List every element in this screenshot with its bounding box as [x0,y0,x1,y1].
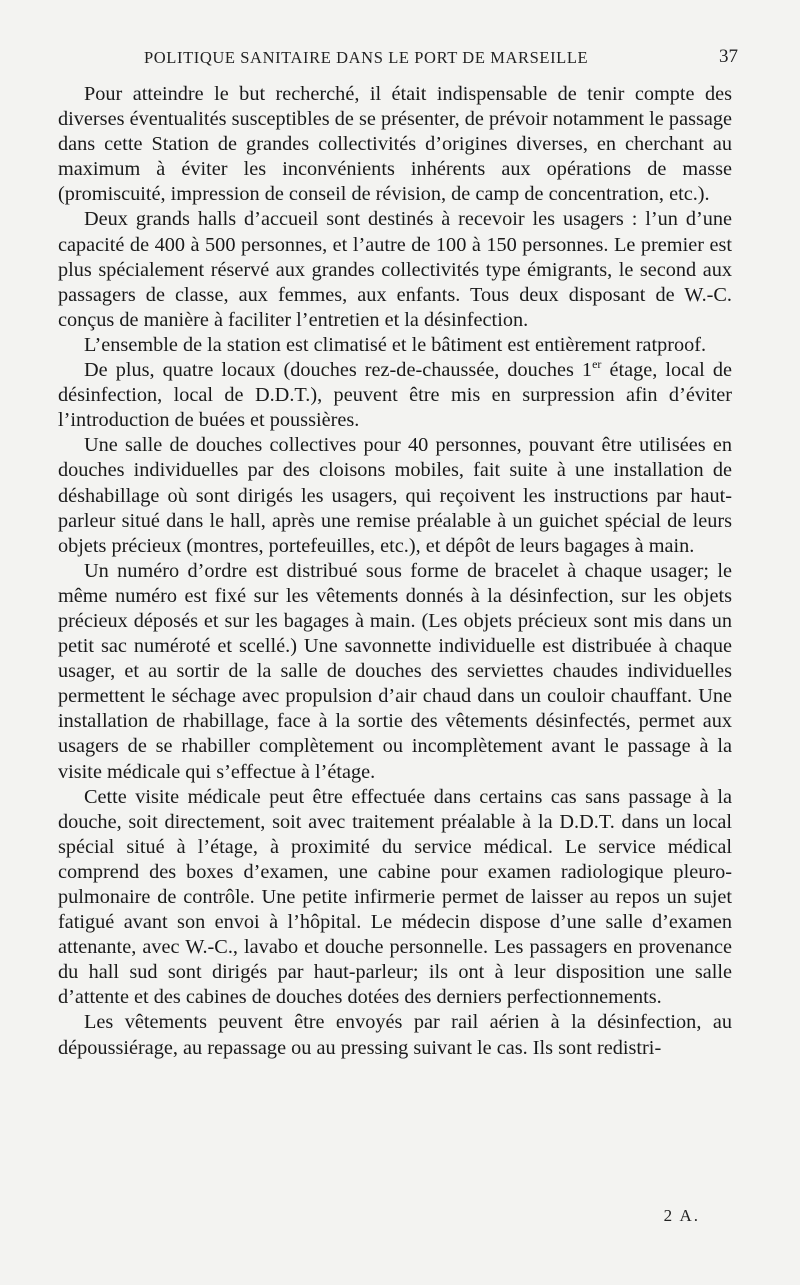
body-text [58,82,732,1061]
paragraph-clothing: Les vêtements peuvent être envoyés par rail aérien à la désinfection, au dépoussiérage, au repassage ou au pressing suivant le cas. Ils sont redistri- [58,1011,732,1059]
running-title: POLITIQUE SANITAIRE DANS LE PORT DE MARSEILLE [144,48,589,67]
superscript-er: er [592,357,602,372]
paragraph-reception-halls: Deux grands halls d’accueil sont destinés à recevoir les usagers : l’un d’une capacité de 400 à 500 personnes, et l’autre de 100 à 150 personnes. Le premier est plus spécialement réservé aux grandes collectivités type émigrants, le second aux passagers de classe, aux femmes, aux enfants. Tous deux disposant de W.-C. conçus de manière à faciliter l’entretien et la désinfection. [58,208,732,331]
running-head [58,36,738,76]
paragraph-collective-showers: Une salle de douches collectives pour 40 personnes, pouvant être utilisées en douches individuelles par des cloisons mobiles, fait suite à une installation de déshabillage où sont dirigés les usagers, qui reçoivent les instructions par haut-parleur situé dans le hall, après une remise préalable à un guichet spécial de leurs objets précieux (montres, portefeuilles, etc.), et dépôt de leurs bagages à main. [58,434,732,557]
paragraph-overpressure [58,358,732,433]
paragraph-climatisation: L’ensemble de la station est climatisé et le bâtiment est entièrement ratproof. [84,333,707,356]
overpressure-text-end: étage, local de désinfection, local de D.D.T.), peuvent être mis en surpression afin d’éviter l’introduction de buées et poussières. [58,359,732,432]
overpressure-text-start: De plus, quatre locaux (douches rez-de-chaussée, douches 1 [84,359,593,382]
paragraph-order-number: Un numéro d’ordre est distribué sous forme de bracelet à chaque usager; le même numéro est fixé sur les vêtements donnés à la désinfection, sur les objets précieux déposés et sur les bagages à main. (Les objets précieux sont mis dans un petit sac numéroté et scellé.) Une savonnette individuelle est distribuée à chaque usager, et au sortir de la salle de douches des serviettes chaudes individuelles permettent le séchage avec propulsion d’air chaud dans un couloir chauffant. Une installation de rhabillage, face à la sortie des vêtements désinfectés, permet aux usagers de se rhabiller complètement ou incomplètement avant le passage à la visite médicale qui s’effectue à l’étage. [58,559,732,783]
signature-mark: 2 A. [663,1206,700,1225]
paragraph-medical-visit: Cette visite médicale peut être effectuée dans certains cas sans passage à la douche, soit directement, soit avec traitement préalable à la D.D.T. dans un local spécial situé à l’étage, à proximité du service médical. Le service médical comprend des boxes d’examen, une cabine pour examen radiologique pleuro-pulmonaire de contrôle. Une petite infirmerie permet de laisser au repos un sujet fatigué avant son envoi à l’hôpital. Le médecin dispose d’une salle d’examen attenante, avec W.-C., lavabo et douche personnelle. Les passagers en provenance du hall sud sont dirigés par haut-parleur; ils ont à leur disposition une salle d’attente et des cabines de douches dotées des derniers perfectionnements. [58,785,732,1009]
paragraph-purpose: Pour atteindre le but recherché, il était indispensable de tenir compte des diverses éventualités susceptibles de se présenter, de prévoir notamment le passage dans cette Station de grandes collectivités d’origines diverses, en cherchant au maximum à éviter les inconvénients inhérents aux opérations de masse (promiscuité, impression de conseil de révision, de camp de concentration, etc.). [58,83,732,206]
page-number: 37 [719,46,738,67]
